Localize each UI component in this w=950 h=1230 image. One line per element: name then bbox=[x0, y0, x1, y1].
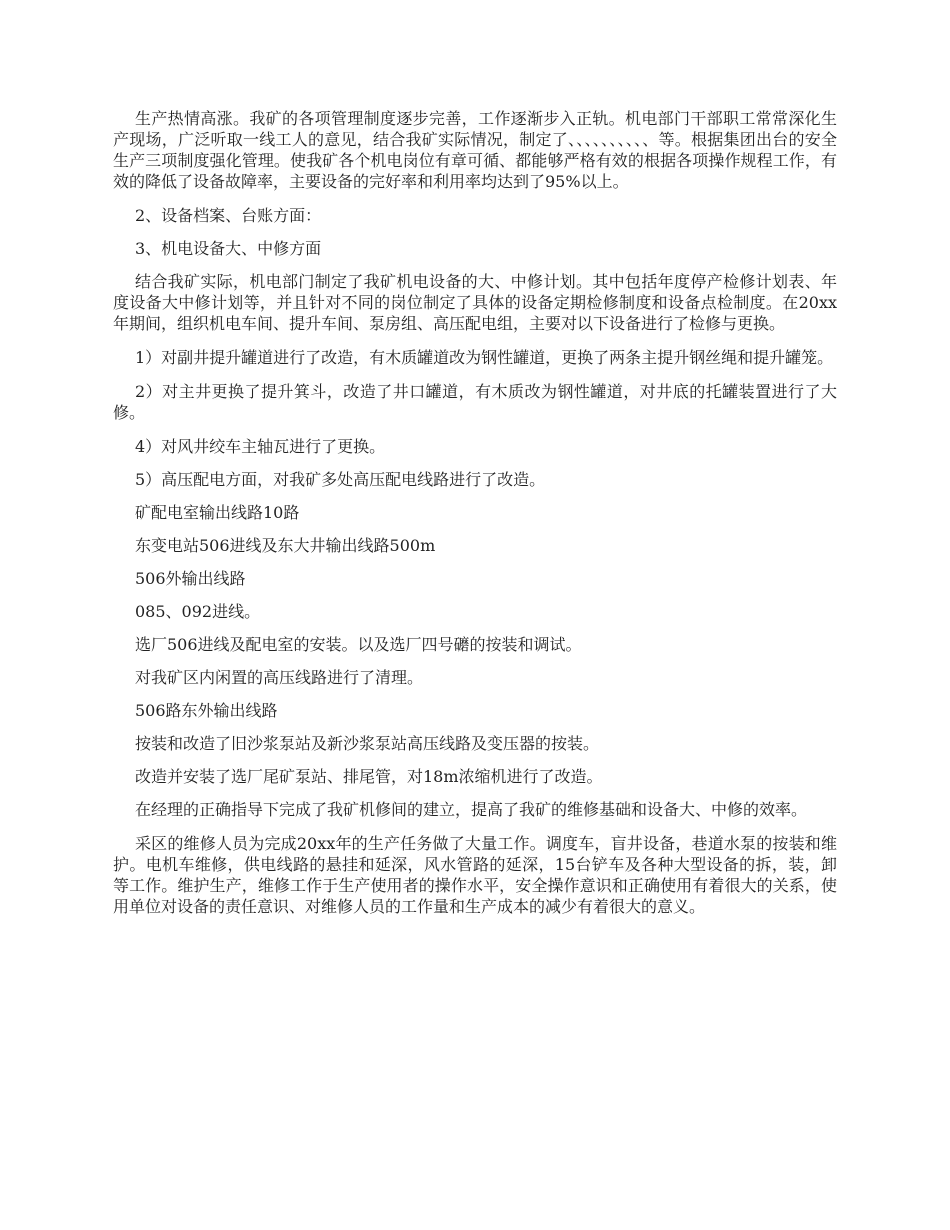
paragraph-item-5: 5）高压配电方面，对我矿多处高压配电线路进行了改造。 bbox=[135, 470, 546, 489]
paragraph-management-intro: 生产热情高涨。我矿的各项管理制度逐步完善，工作逐渐步入正轨。机电部门干部职工常常深化生产现场，广泛听取一线工人的意见，结合我矿实际情况，制定了、、、、、、、、、、等。根据集团出台的安全生产三项制度强化管理。使我矿各个机电岗位有章可循、都能够严格有效的根据各项操作规程工作，有效的降低了设备故障率，主要设备的完好率和利用率均达到了95%以上。 bbox=[113, 109, 837, 191]
paragraph-item-2: 2）对主井更换了提升箕斗，改造了井口罐道，有木质改为钢性罐道，对井底的托罐装置进行了大修。 bbox=[113, 382, 837, 422]
paragraph-maintenance-staff: 采区的维修人员为完成20xx年的生产任务做了大量工作。调度车，盲井设备，巷道水泵的按装和维护。电机车维修，供电线路的悬挂和延深，风水管路的延深，15台铲车及各种大型设备的拆，装，卸等工作。维护生产，维修工作于生产使用者的操作水平，安全操作意识和正确使用有着很大的关系，使用单位对设备的责任意识、对维修人员的工作量和生产成本的减少有着很大的意义。 bbox=[113, 834, 837, 916]
paragraph-overhaul-heading: 3、机电设备大、中修方面 bbox=[135, 239, 322, 258]
paragraph-line-6: 对我矿区内闲置的高压线路进行了清理。 bbox=[135, 668, 424, 687]
document-body bbox=[113, 108, 837, 930]
paragraph-line-3: 506外输出线路 bbox=[135, 569, 246, 588]
paragraph-line-2: 东变电站506进线及东大井输出线路500m bbox=[135, 536, 436, 555]
paragraph-line-8: 按装和改造了旧沙浆泵站及新沙浆泵站高压线路及变压器的按装。 bbox=[135, 734, 600, 753]
paragraph-archives-heading: 2、设备档案、台账方面： bbox=[135, 206, 322, 225]
paragraph-item-1: 1）对副井提升罐道进行了改造，有木质罐道改为钢性罐道，更换了两条主提升钢丝绳和提升罐笼。 bbox=[135, 348, 834, 367]
paragraph-line-7: 506路东外输出线路 bbox=[135, 701, 278, 720]
paragraph-item-4: 4）对风井绞车主轴瓦进行了更换。 bbox=[135, 437, 386, 456]
paragraph-line-9: 改造并安装了选厂尾矿泵站、排尾管，对18m浓缩机进行了改造。 bbox=[135, 767, 603, 786]
paragraph-line-1: 矿配电室输出线路10路 bbox=[135, 503, 300, 522]
paragraph-line-5: 选厂506进线及配电室的安装。以及选厂四号礳的按装和调试。 bbox=[135, 635, 582, 654]
paragraph-repair-shop: 在经理的正确指导下完成了我矿机修间的建立，提高了我矿的维修基础和设备大、中修的效率。 bbox=[135, 800, 808, 819]
paragraph-line-4: 085、092进线。 bbox=[135, 602, 261, 621]
paragraph-overhaul-plan: 结合我矿实际，机电部门制定了我矿机电设备的大、中修计划。其中包括年度停产检修计划表、年度设备大中修计划等，并且针对不同的岗位制定了具体的设备定期检修制度和设备点检制度。在20xx年期间，组织机电车间、提升车间、泵房组、高压配电组，主要对以下设备进行了检修与更换。 bbox=[113, 272, 837, 333]
